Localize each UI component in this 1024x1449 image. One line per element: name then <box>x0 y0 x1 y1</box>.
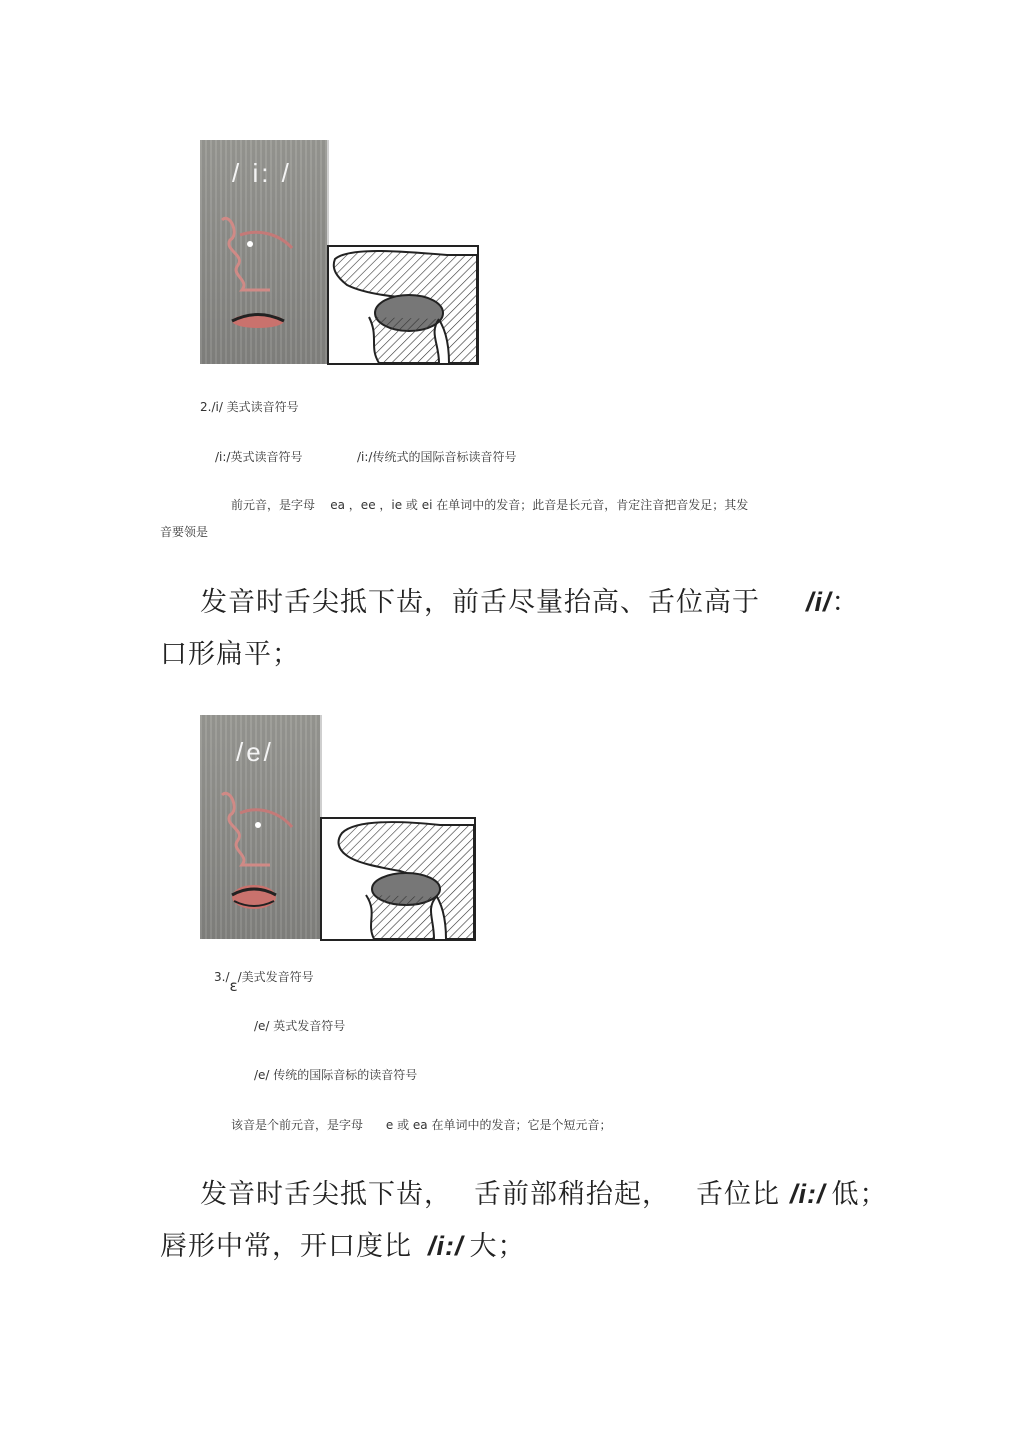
tongue-position-diagram-i-long <box>327 245 479 365</box>
item2-traditional: /i:/传统式的国际音标读音符号 <box>357 450 517 464</box>
sagittal-section-icon <box>329 247 477 363</box>
tongue-sketch <box>200 715 320 939</box>
item2-british: /i:/英式读音符号 <box>215 450 303 464</box>
item3-british: /e/ 英式发音符号 <box>254 1019 346 1033</box>
item3-heading-rest: /美式发音符号 <box>237 970 314 984</box>
item2-heading: 2./i/ 美式读音符号 <box>200 400 299 414</box>
item2-main-line2: 口形扁平； <box>160 639 300 670</box>
tongue-sketch <box>200 140 327 364</box>
epsilon-symbol: ε <box>229 977 238 995</box>
item2-main-line1 <box>200 580 860 619</box>
sagittal-section-icon <box>322 819 474 939</box>
mouth-photo-e <box>200 715 322 939</box>
item3-main2-c: 大； <box>469 1231 526 1262</box>
tongue-position-diagram-e <box>320 817 476 941</box>
item3-main-c: 舌位比 <box>696 1179 780 1210</box>
phonetic-i: /i/ <box>806 587 832 617</box>
item3-main-b: 舌前部稍抬起， <box>474 1179 670 1210</box>
item3-traditional: /e/ 传统的国际音标的读音符号 <box>254 1068 418 1082</box>
item3-main-a: 发音时舌尖抵下齿， <box>200 1179 452 1210</box>
item3-main2-a: 唇形中常，开口度比 <box>160 1231 412 1262</box>
photo-label-e: /e/ <box>236 737 274 767</box>
photo-label-i-long: / i: / <box>232 158 292 188</box>
item2-desc-line2: 音要领是 <box>160 525 209 539</box>
mouth-photo-i-long <box>200 140 329 364</box>
item3-heading-num: 3./ <box>214 970 230 984</box>
item3-main-line2 <box>160 1224 526 1263</box>
phonetic-i-long-2: /i:/ <box>428 1231 464 1261</box>
item3-main-e: 低； <box>831 1179 888 1210</box>
item3-heading <box>214 967 314 995</box>
item2-main-colon: ： <box>831 587 860 618</box>
item3-main-line1 <box>200 1172 888 1211</box>
item2-desc-line1: 前元音，是字母 ea ，ee ，ie 或 ei 在单词中的发音；此音是长元音，肯定注音把音发足；其发 <box>231 498 749 512</box>
phonetic-i-long: /i:/ <box>790 1179 826 1209</box>
item3-desc: 该音是个前元音，是字母 e 或 ea 在单词中的发音；它是个短元音； <box>231 1118 612 1132</box>
item2-main-text: 发音时舌尖抵下齿，前舌尽量抬高、舌位高于 <box>200 587 760 618</box>
